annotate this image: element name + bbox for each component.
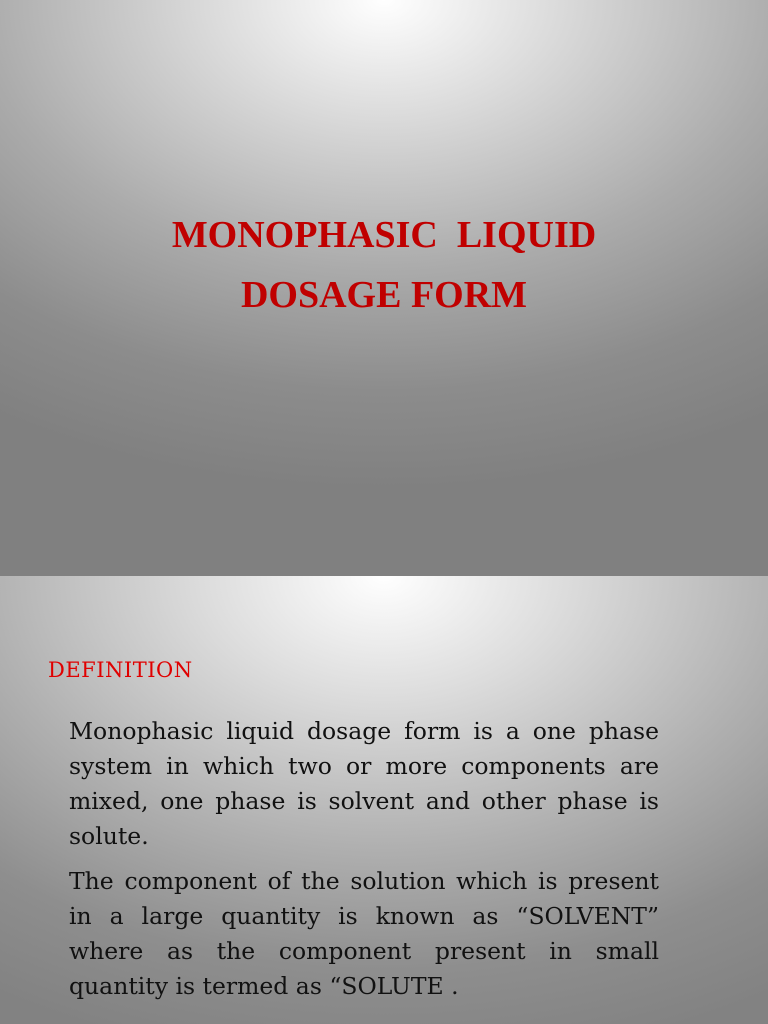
definition-paragraph-1: Monophasic liquid dosage form is a one phase system in which two or more components are mixed, one phase is solvent and other phase is solute. bbox=[69, 717, 659, 850]
definition-paragraph-2: The component of the solution which is present in a large quantity is known as “SOLVENT” where as the component present in small quantity is termed as “SOLUTE . bbox=[69, 867, 659, 1000]
slide-title-line-2: DOSAGE FORM bbox=[240, 274, 528, 316]
slide-title bbox=[40, 205, 728, 325]
definition-slide bbox=[0, 576, 768, 1024]
section-heading: DEFINITION bbox=[48, 658, 193, 682]
slide-title-line-1: MONOPHASIC LIQUID bbox=[171, 214, 597, 256]
